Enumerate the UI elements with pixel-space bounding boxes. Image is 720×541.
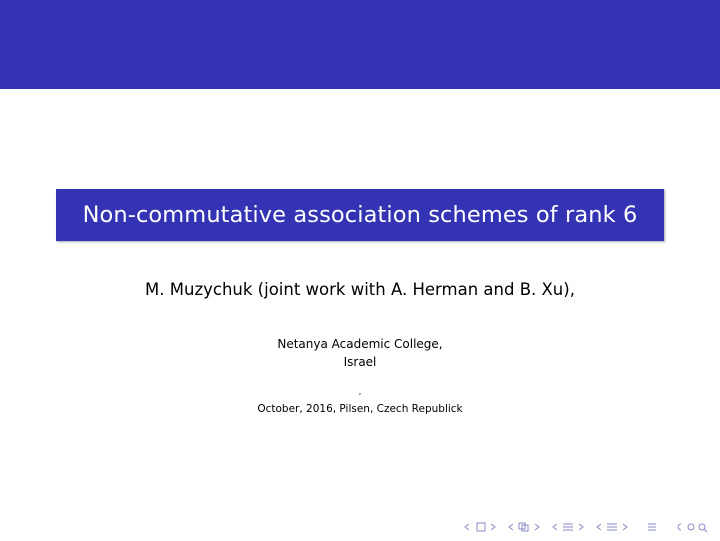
nav-presentation-next-icon[interactable]: [621, 521, 629, 533]
slide-title: Non-commutative association schemes of rank 6: [82, 202, 638, 228]
title-box: [56, 189, 664, 241]
institute-line-2: Israel: [343, 355, 377, 369]
separator: ,: [358, 387, 362, 396]
nav-subsection-icon[interactable]: [517, 521, 531, 533]
nav-section-icon[interactable]: [561, 521, 575, 533]
date-location: October, 2016, Pilsen, Czech Republick: [257, 403, 463, 415]
authors: M. Muzychuk (joint work with A. Herman and B. Xu),: [145, 280, 575, 299]
header-bar: [0, 0, 720, 89]
nav-frame-next-icon[interactable]: [489, 521, 497, 533]
nav-presentation-icon[interactable]: [605, 521, 619, 533]
nav-presentation-prev-icon[interactable]: [595, 521, 603, 533]
nav-frame-icon[interactable]: [475, 521, 487, 533]
institute: [0, 335, 720, 371]
nav-search-icon[interactable]: [675, 521, 709, 533]
nav-appendix-icon[interactable]: [647, 521, 657, 533]
nav-section-prev-icon[interactable]: [551, 521, 559, 533]
nav-frame-prev-icon[interactable]: [463, 521, 471, 533]
institute-line-1: Netanya Academic College,: [277, 337, 443, 351]
nav-subsection-next-icon[interactable]: [533, 521, 541, 533]
beamer-navigation: [463, 521, 713, 533]
nav-section-next-icon[interactable]: [577, 521, 585, 533]
nav-subsection-prev-icon[interactable]: [507, 521, 515, 533]
